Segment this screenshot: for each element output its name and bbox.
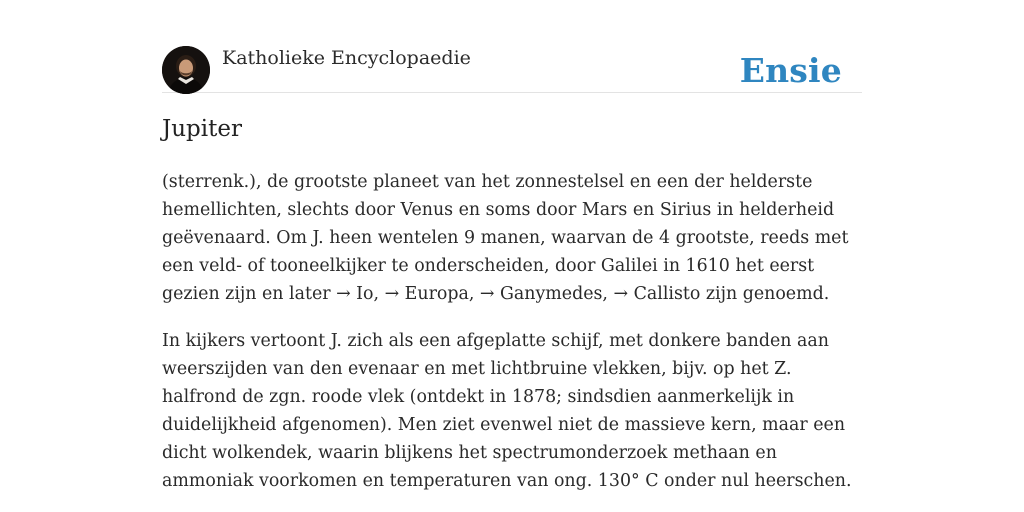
- portrait-avatar-icon[interactable]: [162, 46, 210, 94]
- paragraph: In kijkers vertoont J. zich als een afgeplatte schijf, met donkere banden aan weerszijden van den evenaar en met lichtbruine vlekken, bijv. op het Z. halfrond de zgn. roode vlek (ontdekt in 1878; sindsdien aanmerkelijk in duidelijkheid afgenomen). Men ziet evenwel niet de massieve kern, maar een dicht wolkendek, waarin blijkens het spectrumonderzoek methaan en ammoniak voorkomen en temperaturen van ong. 130° C onder nul heerschen.: [162, 331, 852, 491]
- article-body: [162, 168, 862, 512]
- paragraph: (sterrenk.), de grootste planeet van het zonnestelsel en een der helderste hemellichten, slechts door Venus en soms door Mars en Sirius in helderheid geëvenaard. Om J. heen wentelen 9 manen, waarvan de 4 grootste, reeds met een veld- of tooneelkijker te onderscheiden, door Galilei in 1610 het eerst gezien zijn en later → Io, → Europa, → Ganymedes, → Callisto zijn genoemd.: [162, 172, 849, 304]
- header: [162, 45, 862, 93]
- brand-logo[interactable]: Ensie: [739, 51, 842, 90]
- source-name[interactable]: Katholieke Encyclopaedie: [222, 47, 471, 69]
- page-title: Jupiter: [162, 116, 242, 142]
